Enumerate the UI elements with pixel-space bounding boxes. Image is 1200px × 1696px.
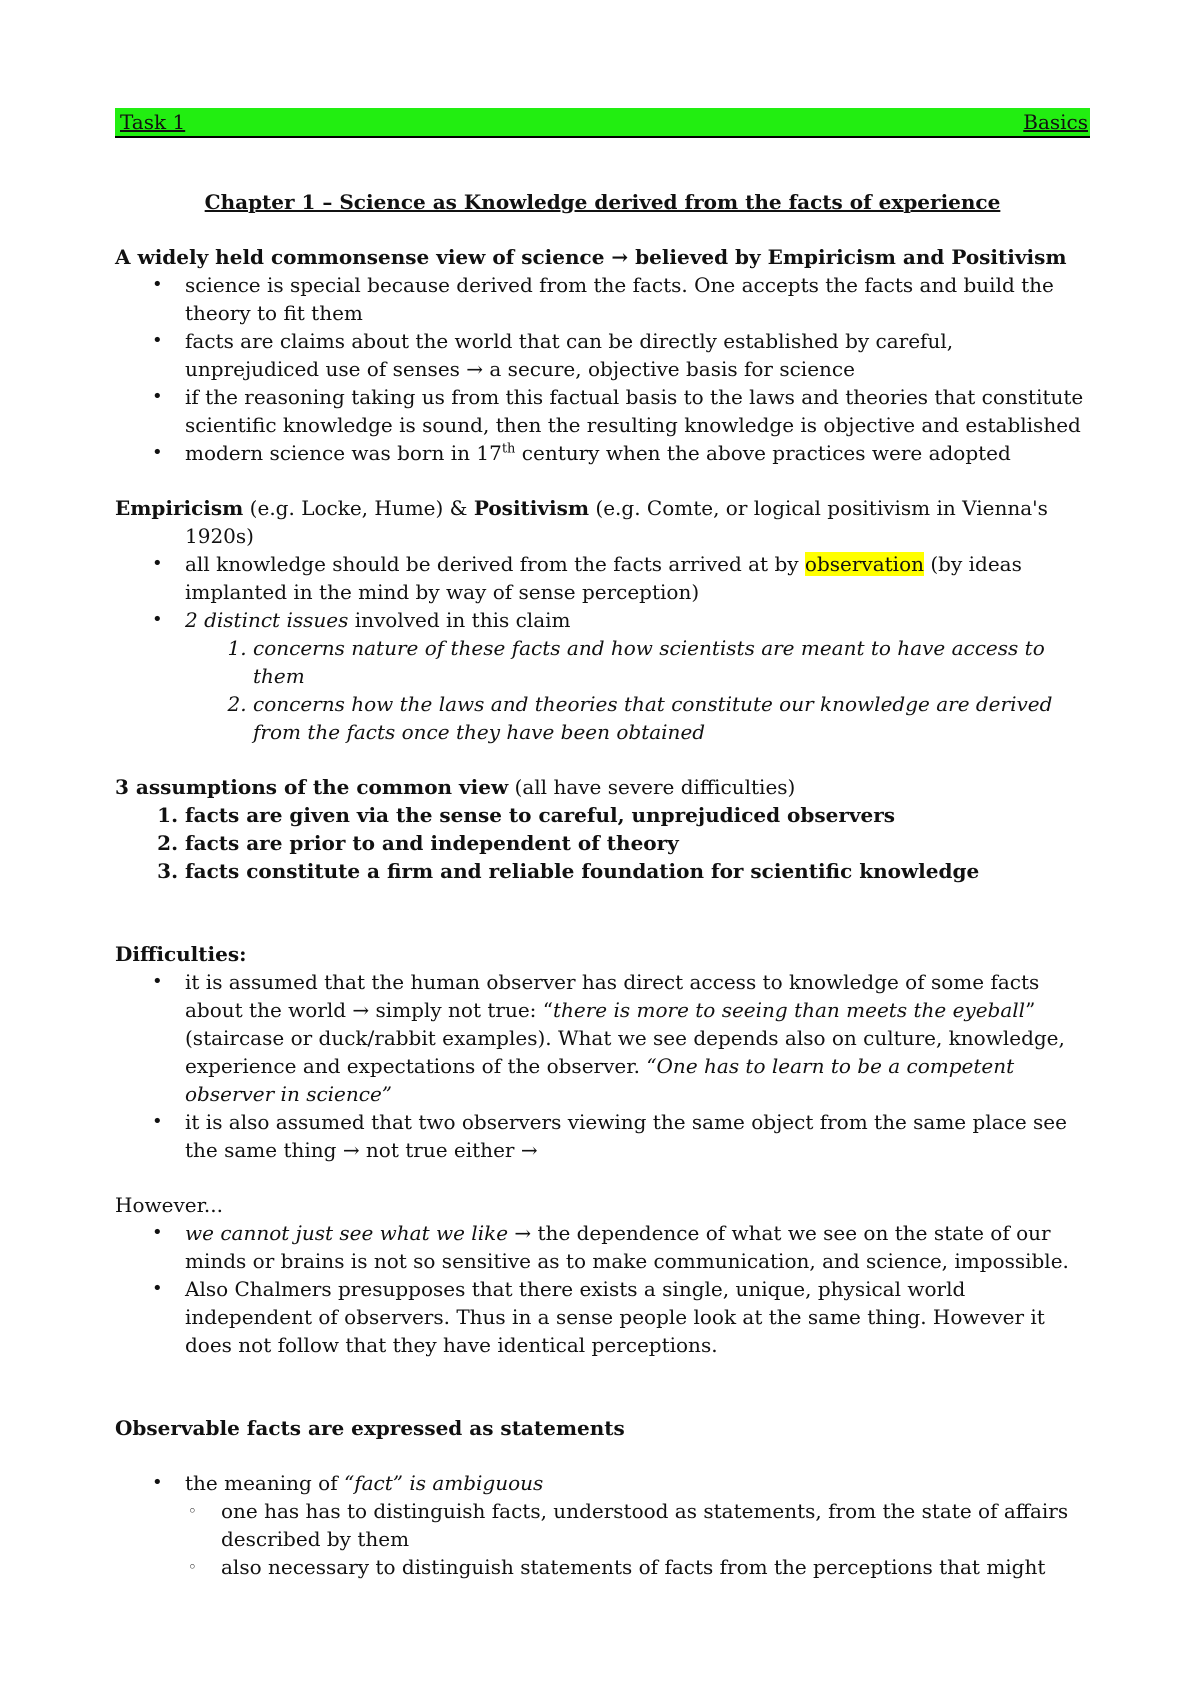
- task-header-bar: [115, 108, 1090, 138]
- document-page: [115, 108, 1090, 1581]
- issues-list: [185, 634, 1090, 746]
- difficulties-heading: Difficulties:: [115, 942, 247, 966]
- list-item: 3. facts constitute a firm and reliable foundation for scientific knowledge: [185, 857, 1090, 885]
- list-item: • if the reasoning taking us from this factual basis to the laws and theories that constitute scientific knowledge is sound, then the resulting knowledge is objective and established: [185, 383, 1090, 439]
- statements-sublist: [185, 1497, 1090, 1581]
- empiricism-list: [115, 550, 1090, 746]
- list-item: • it is assumed that the human observer has direct access to knowledge of some facts about the world → simply not true: “there is more to seeing than meets the eyeball” (staircase or duck/rabbit examples). What we see depends also on culture, knowledge, experience and expectations of the observer. “One has to learn to be a competent observer in science”: [185, 968, 1090, 1108]
- commonsense-heading: A widely held commonsense view of science → believed by Empiricism and Positivism: [115, 245, 1067, 269]
- task-label: Task 1: [120, 110, 186, 134]
- list-item: 1. facts are given via the sense to careful, unprejudiced observers: [185, 801, 1090, 829]
- list-item: • Also Chalmers presupposes that there exists a single, unique, physical world independent of observers. Thus in a sense people look at the same thing. However it does not follow that they have identical perceptions.: [185, 1275, 1090, 1359]
- list-item: • it is also assumed that two observers viewing the same object from the same place see the same thing → not true either →: [185, 1108, 1090, 1164]
- list-item: 2. concerns how the laws and theories that constitute our knowledge are derived from the facts once they have been obtained: [253, 690, 1090, 746]
- empiricism-positivism-paragraph: Empiricism (e.g. Locke, Hume) & Positivism (e.g. Comte, or logical positivism in Vienna's 1920s): [115, 496, 1048, 548]
- list-item: ◦ one has has to distinguish facts, understood as statements, from the state of affairs described by them: [221, 1497, 1090, 1553]
- list-item: • the meaning of “fact” is ambiguous ◦ one has has to distinguish facts, understood as statements, from the state of affairs described by them ◦ also necessary to distinguish statements of facts from the perceptions that might: [185, 1469, 1090, 1581]
- difficulties-list: [115, 968, 1090, 1164]
- however-paragraph: However...: [115, 1193, 224, 1217]
- topic-label: Basics: [1023, 110, 1088, 134]
- list-item: ◦ also necessary to distinguish statements of facts from the perceptions that might: [221, 1553, 1090, 1581]
- highlight-observation: observation: [804, 552, 925, 576]
- list-item: • 2 distinct issues involved in this claim 1. concerns nature of these facts and how scientists are meant to have access to them 2. concerns how the laws and theories that constitute our knowledge are derived from the facts once they have been obtained: [185, 606, 1090, 746]
- chapter-title: Chapter 1 – Science as Knowledge derived from the facts of experience: [204, 190, 1001, 214]
- however-list: [115, 1219, 1090, 1359]
- assumptions-paragraph: 3 assumptions of the common view (all have severe difficulties): [115, 775, 796, 799]
- list-item: • science is special because derived from the facts. One accepts the facts and build the theory to fit them: [185, 271, 1090, 327]
- list-item: • modern science was born in 17th century when the above practices were adopted: [185, 439, 1090, 467]
- statements-list: [115, 1469, 1090, 1581]
- list-item: • all knowledge should be derived from the facts arrived at by observation (by ideas implanted in the mind by way of sense perception): [185, 550, 1090, 606]
- list-item: • we cannot just see what we like → the dependence of what we see on the state of our minds or brains is not so sensitive as to make communication, and science, impossible.: [185, 1219, 1090, 1275]
- commonsense-list: [115, 271, 1090, 467]
- statements-heading: Observable facts are expressed as statements: [115, 1416, 625, 1440]
- list-item: • facts are claims about the world that can be directly established by careful, unprejudiced use of senses → a secure, objective basis for science: [185, 327, 1090, 383]
- assumptions-list: [115, 801, 1090, 885]
- list-item: 1. concerns nature of these facts and how scientists are meant to have access to them: [253, 634, 1090, 690]
- list-item: 2. facts are prior to and independent of theory: [185, 829, 1090, 857]
